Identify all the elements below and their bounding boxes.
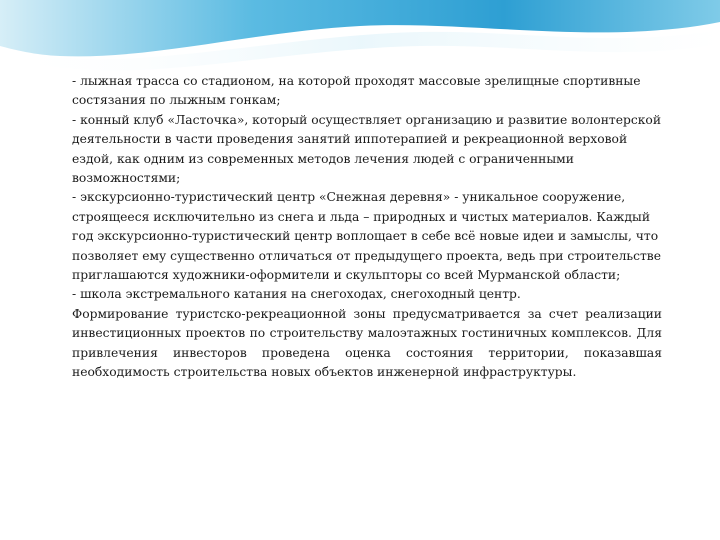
bullet-horse-club: - конный клуб «Ласточка», который осуществляет организацию и развитие волонтерской деятельности в части проведения занятий иппотерапией и рекреационной верховой ездой, как одним из современных методов лечения людей с ограниченными возможностями; xyxy=(72,112,662,186)
slide-text-body xyxy=(72,72,662,383)
bullet-ski-track: - лыжная трасса со стадионом, на которой проходят массовые зрелищные спортивные состязания по лыжным гонкам; xyxy=(72,74,641,108)
paragraph-recreation-zone: Формирование туристско-рекреационной зоны предусматривается за счет реализации инвестиционных проектов по строительству малоэтажных гостиничных комплексов. Для привлечения инвесторов проведена оценка состояния территории, показавшая необходимость строительства новых объектов инженерной инфраструктуры. xyxy=(72,306,662,380)
bullet-snow-village: - экскурсионно-туристический центр «Снежная деревня» - уникальное сооружение, строящееся исключительно из снега и льда – природных и чистых материалов. Каждый год экскурсионно-туристический центр воплощает в себе всё новые идеи и замыслы, что позволяет ему существенно отличаться от предыдущего проекта, ведь при строительстве приглашаются художники-оформители и скульпторы со всей Мурманской области; xyxy=(72,190,661,283)
bullet-snowmobile-school: - школа экстремального катания на снегоходах, снегоходный центр. xyxy=(72,287,521,302)
